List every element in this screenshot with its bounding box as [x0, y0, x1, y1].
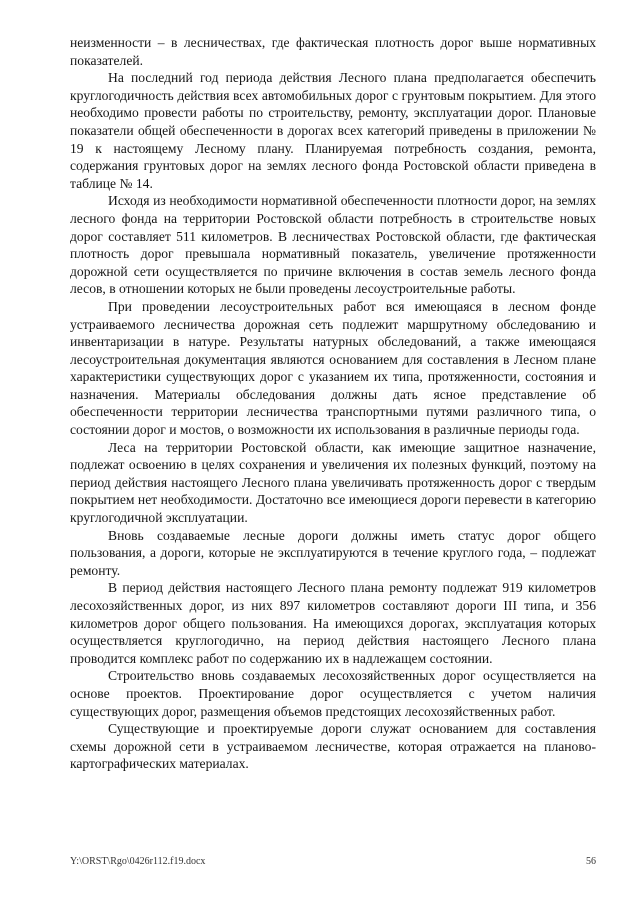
paragraph-2: На последний год периода действия Лесного плана предполагается обеспечить круглогодичность действия всех автомобильных дорог с грунтовым покрытием. Для этого необходимо провести работы по строительству, ремонту, эксплуатации дорог. Плановые показатели общей обеспеченности в дорогах всех категорий приведены в приложении № 19 к настоящему Лесному плану. Планируемая потребность создания, ремонта, содержания грунтовых дорог на землях лесного фонда Ростовской области приведена в таблице № 14. [70, 70, 596, 191]
page-number: 56 [586, 856, 596, 867]
paragraph-1: неизменности – в лесничествах, где фактическая плотность дорог выше нормативных показателей. [70, 35, 596, 68]
paragraph-5: Леса на территории Ростовской области, как имеющие защитное назначение, подлежат освоению в целях сохранения и увеличения их полезных функций, поэтому на период действия настоящего Лесного плана увеличивать протяженность дорог с твердым покрытием нет необходимости. Достаточно все имеющиеся дороги перевести в категорию круглогодичной эксплуатации. [70, 439, 596, 526]
paragraph-3: Исходя из необходимости нормативной обеспеченности плотности дорог, на землях лесного фонда на территории Ростовской области потребность в строительстве новых дорог составляет 511 километров. В лесничествах Ростовской области, где фактическая плотность дорог превышала нормативный показатель, увеличение протяженности дорожной сети осуществляется по причине включения в состав земель лесного фонда лесов, в отношении которых не были проведены лесоустроительные работы. [70, 193, 596, 297]
paragraph-9: Существующие и проектируемые дороги служат основанием для составления схемы дорожной сети в устраиваемом лесничестве, которая отражается на планово-картографических материалах. [70, 721, 596, 772]
page-footer [70, 856, 596, 870]
paragraph-6: Вновь создаваемые лесные дороги должны иметь статус дорог общего пользования, а дороги, которые не эксплуатируются в течение круглого года, – подлежат ремонту. [70, 527, 596, 578]
page-body [70, 34, 596, 773]
paragraph-4: При проведении лесоустроительных работ вся имеющаяся в лесном фонде устраиваемого лесничества дорожная сеть подлежит маршрутному обследованию и инвентаризации в натуре. Результаты натурных обследований, а также имеющаяся лесоустроительная документация являются основанием для составления в Лесном плане характеристики существующих дорог с указанием их типа, протяженности, состояния и назначения. Материалы обследования должны дать ясное представление об обеспеченности территории лесничества транспортными путями различного типа, о состоянии дорог и мостов, о возможности их использования в различные периоды года. [70, 298, 596, 438]
paragraph-7: В период действия настоящего Лесного плана ремонту подлежат 919 километров лесохозяйственных дорог, из них 897 километров составляют дороги III типа, и 356 километров дорог общего пользования. На имеющихся дорогах, эксплуатация которых осуществляется круглогодично, на период действия настоящего Лесного плана проводится комплекс работ по содержанию их в надлежащем состоянии. [70, 580, 596, 666]
file-path: Y:\ORST\Rgo\0426r112.f19.docx [70, 856, 206, 867]
paragraph-8: Строительство вновь создаваемых лесохозяйственных дорог осуществляется на основе проектов. Проектирование дорог осуществляется с учетом наличия существующих дорог, размещения объемов предстоящих лесохозяйственных работ. [70, 668, 596, 719]
